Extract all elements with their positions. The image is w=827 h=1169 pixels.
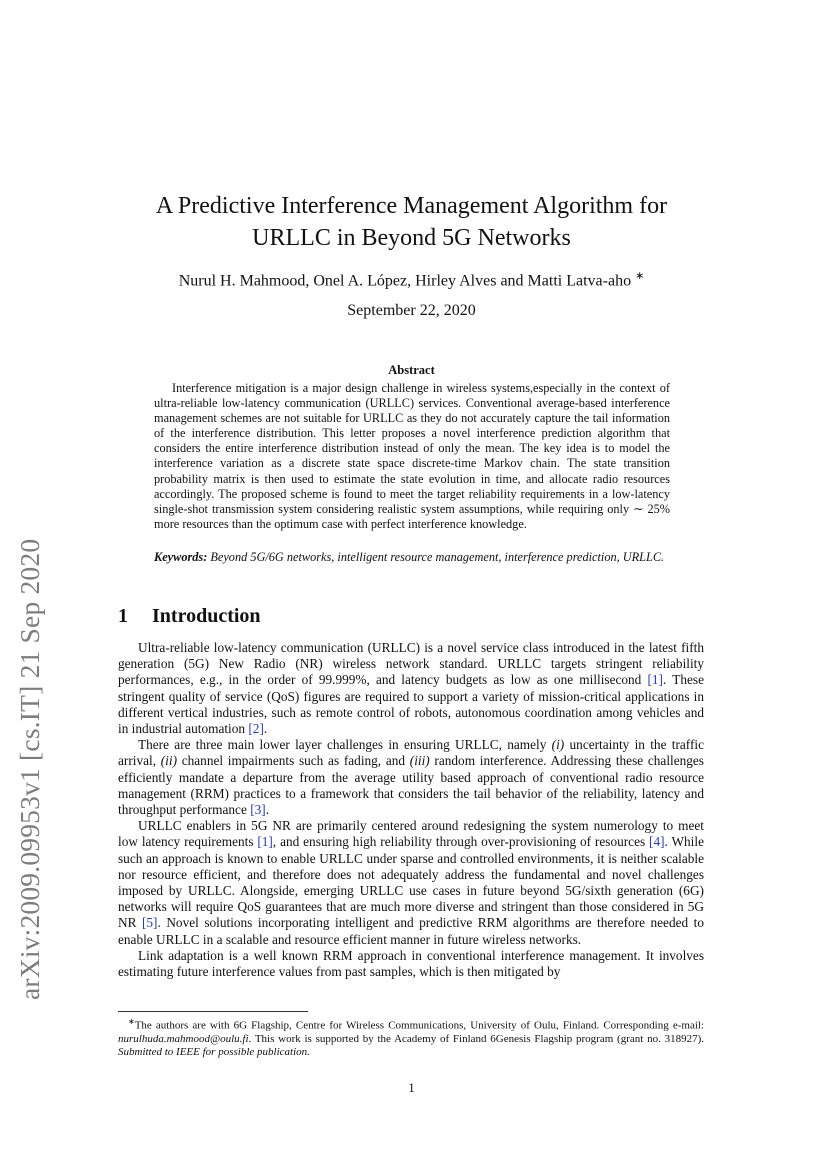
paragraph-3 — [118, 818, 704, 948]
enumeration-label: (ii) — [160, 753, 177, 769]
footnote-text: The authors are with 6G Flagship, Centre for Wireless Communications, University of Oulu, Finland. Corresponding e-mail: — [134, 1019, 704, 1032]
submission-note: Submitted to IEEE for possible publication. — [118, 1046, 310, 1059]
author-list — [110, 265, 713, 292]
section-heading-introduction — [118, 603, 708, 629]
paragraph-2 — [118, 737, 704, 818]
page-number: 1 — [408, 1080, 415, 1095]
paper-date: September 22, 2020 — [347, 302, 476, 319]
paragraph-text: , and ensuring high reliability through over-provisioning of resources — [272, 834, 650, 850]
paragraph-text: . While such an approach is known to enable URLLC under sparse and controlled environments, it is neither scalable nor resource efficient, and therefore does not adequately address the fundamental and novel challenges imposed by URLLC. Alongside, emerging URLLC use cases in future beyond 5G/sixth generation (6G) networks will require QoS guarantees that are much more diverse and stringent than those considered in 5G NR — [118, 834, 704, 931]
keywords-label: Keywords: — [154, 550, 208, 564]
paragraph-text: Ultra-reliable low-latency communication (URLLC) is a novel service class introduced in the latest fifth generation (5G) New Radio (NR) wireless network standard. URLLC targets stringent reliability performances, e.g., in the order of 99.999%, and latency budgets as low as one millisecond — [118, 640, 704, 688]
arxiv-identifier[interactable]: arXiv:2009.09953v1 [cs.IT] 21 Sep 2020 — [14, 538, 45, 1000]
paragraph-text: random interference. Addressing these challenges efficiently mandate a departure from the average utility based approach of conventional radio resource management (RRM) practices to a framework that considers the tail behavior of the reliability, latency and throughput performance — [118, 753, 704, 818]
author-footnote-mark[interactable]: ∗ — [635, 270, 645, 282]
paragraph-text: . These stringent quality of service (QoS) figures are required to support a variety of mission-critical applications in different vertical industries, such as remote control of robots, autonomous coordination among vehicles and in industrial automation — [118, 672, 704, 737]
paragraph-text: . — [265, 802, 270, 818]
paper-title: A Predictive Interference Management Algorithm for URLLC in Beyond 5G Networks — [155, 193, 668, 251]
citation-link[interactable]: [5] — [141, 915, 158, 931]
section-title: Introduction — [152, 605, 261, 627]
citation-link[interactable]: [3] — [250, 802, 266, 818]
section-number: 1 — [118, 605, 128, 627]
paragraph-1 — [118, 640, 704, 737]
footnote — [118, 1015, 704, 1059]
corresponding-email[interactable]: nurulhuda.mahmood@oulu.fi — [118, 1032, 249, 1045]
enumeration-label: (iii) — [409, 753, 430, 769]
paragraph-text: . — [263, 721, 268, 737]
author-names: Nurul H. Mahmood, Onel A. López, Hirley Alves and Matti Latva-aho — [178, 272, 632, 290]
keywords-text: Beyond 5G/6G networks, intelligent resource management, interference prediction, URLLC. — [210, 550, 665, 564]
introduction-body — [118, 640, 704, 980]
citation-link[interactable]: [4] — [649, 834, 665, 850]
paragraph-text: channel impairments such as fading, and — [177, 753, 410, 769]
footnote-mark: ∗ — [128, 1017, 135, 1026]
footnote-divider — [118, 1011, 308, 1012]
keywords — [154, 550, 670, 565]
paragraph-text: URLLC enablers in 5G NR are primarily centered around redesigning the system numerology to meet low latency requirements — [118, 818, 704, 850]
paragraph-text: uncertainty in the traffic arrival, — [118, 737, 705, 769]
paragraph-text: There are three main lower layer challenges in ensuring URLLC, namely — [138, 737, 552, 753]
enumeration-label: (i) — [551, 737, 565, 753]
abstract-text: Interference mitigation is a major design challenge in wireless systems,especially in the context of ultra-reliable low-latency communication (URLLC) services. Conventional average-based interference management schemes are not suitable for URLLC as they do not accurately capture the tail information of the interference distribution. This letter proposes a novel interference prediction algorithm that considers the entire interference distribution instead of only the mean. The key idea is to model the interference variation as a discrete state space discrete-time Markov chain. The state transition probability matrix is then used to estimate the state evolution in time, and allocate radio resources accordingly. The proposed scheme is found to meet the target reliability requirements in a low-latency single-shot transmission system considering realistic system assumptions, while requiring only ∼ 25% more resources than the optimum case with perfect interference knowledge. — [154, 381, 670, 531]
paragraph-text: . Novel solutions incorporating intelligent and predictive RRM algorithms are therefore needed to enable URLLC in a scalable and resource efficient manner in future wireless networks. — [118, 915, 704, 947]
citation-link[interactable]: [1] — [647, 672, 663, 688]
citation-link[interactable]: [1] — [257, 834, 273, 850]
footnote-text: . This work is supported by the Academy of Finland 6Genesis Flagship program (grant no. 318927). — [248, 1032, 704, 1045]
paragraph-4: Link adaptation is a well known RRM approach in conventional interference management. It involves estimating future interference values from past samples, which is then mitigated by — [118, 947, 704, 980]
citation-link[interactable]: [2] — [248, 721, 264, 737]
abstract-heading: Abstract — [388, 363, 435, 377]
